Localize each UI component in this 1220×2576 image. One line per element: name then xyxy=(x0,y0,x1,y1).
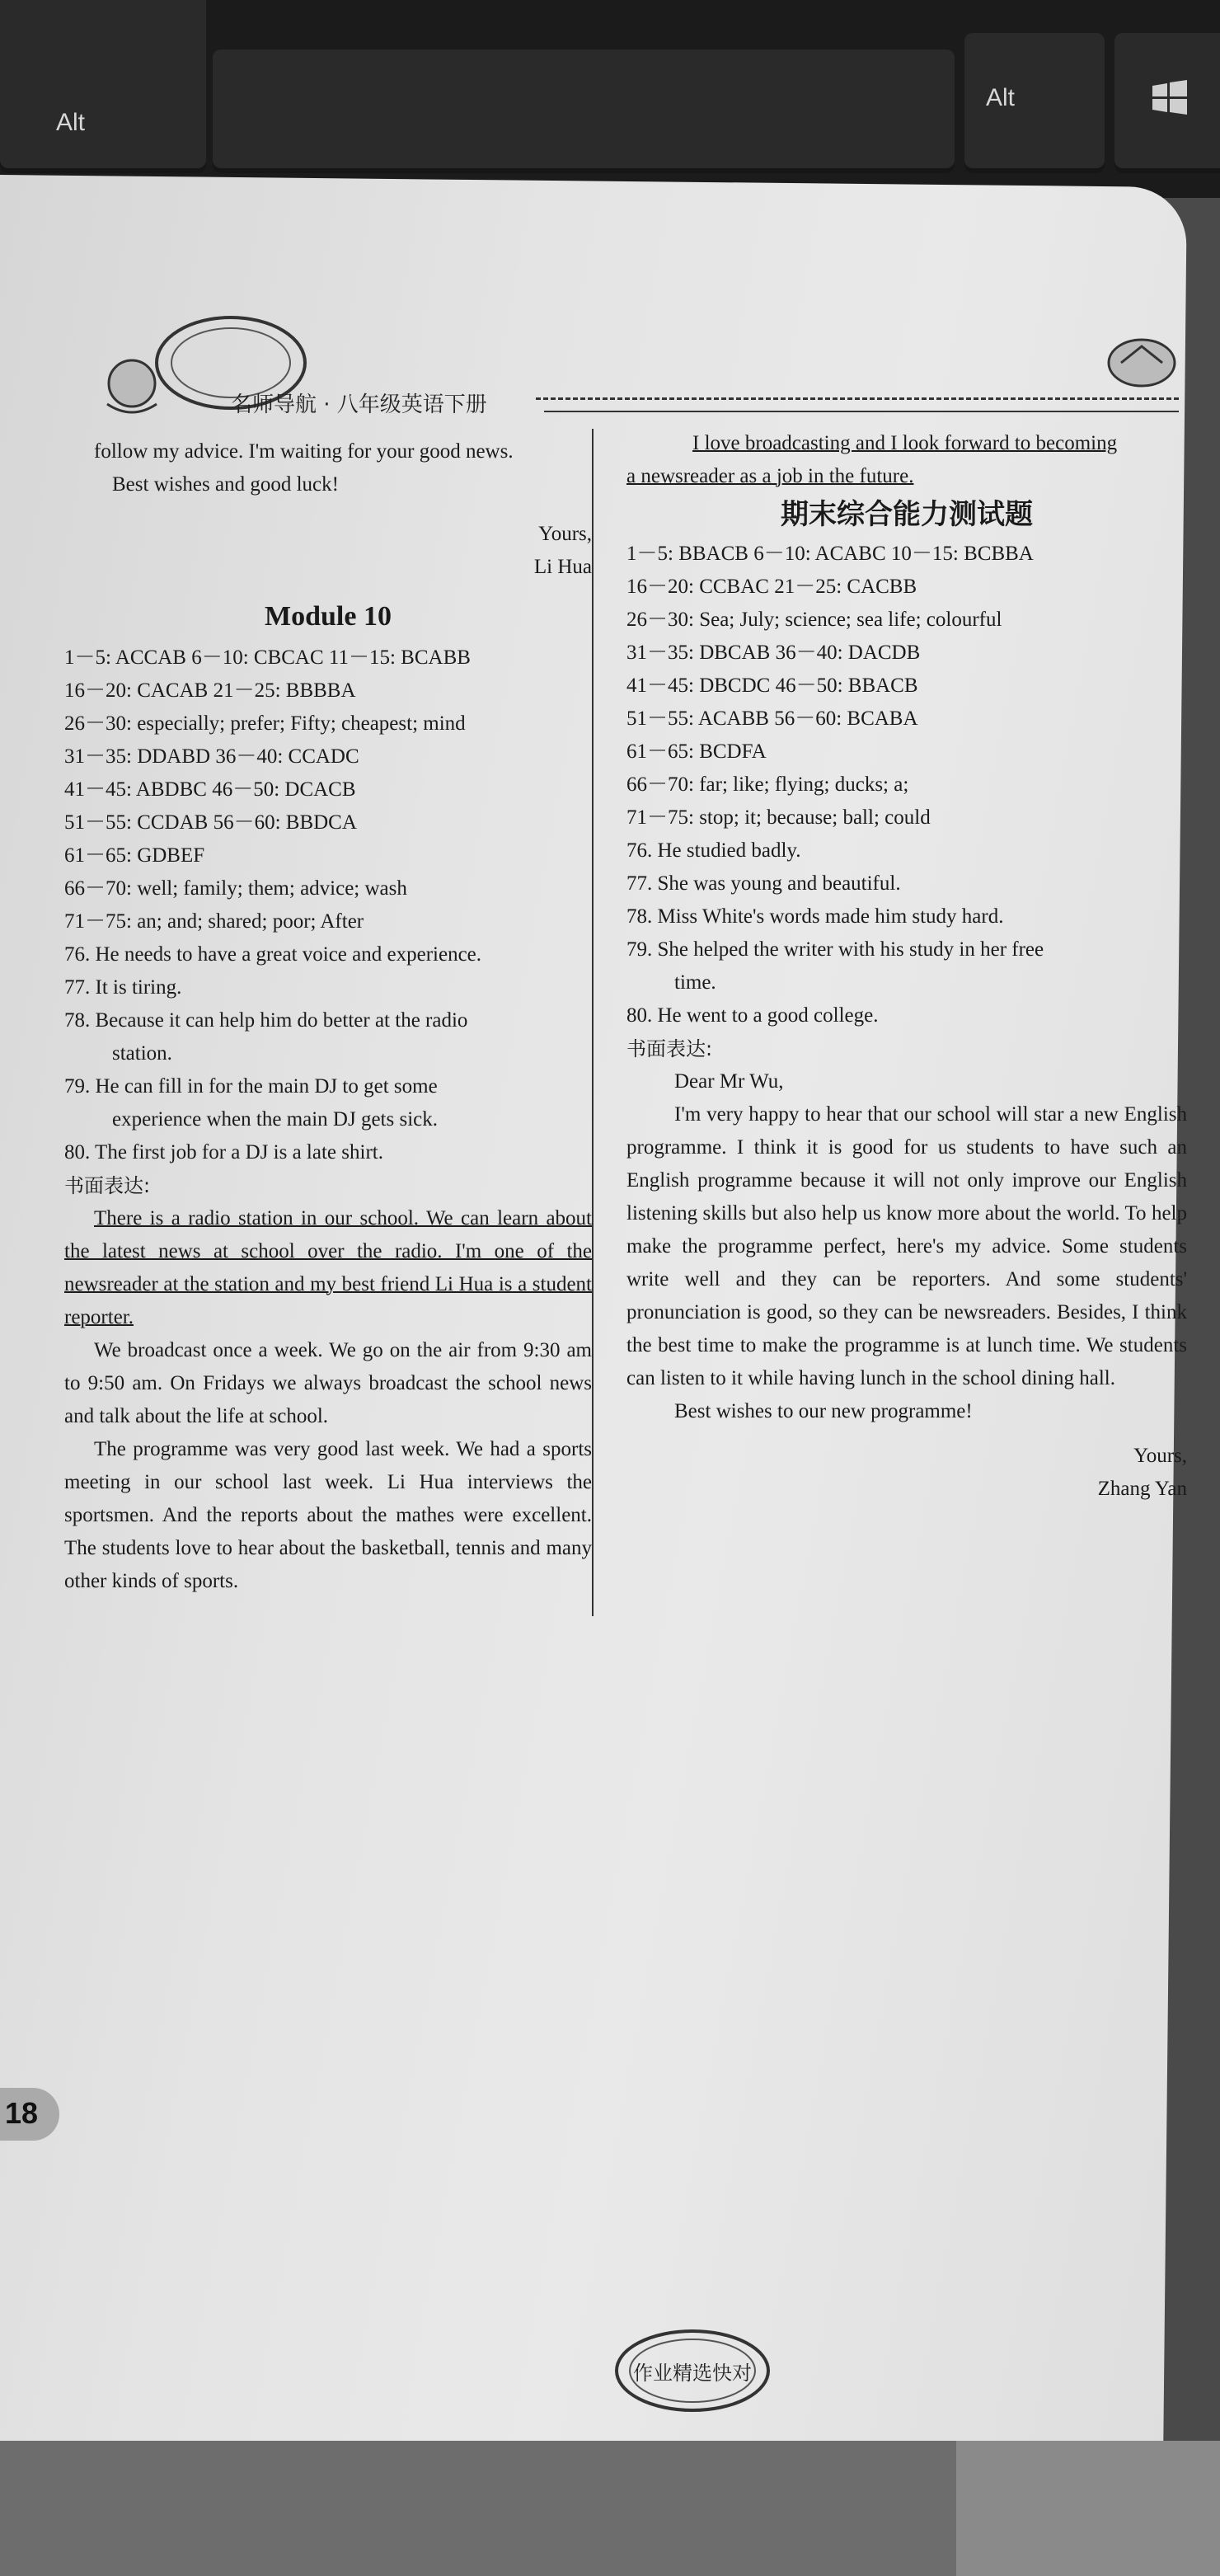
answer-line: 26－30: Sea; July; science; sea life; colourful xyxy=(626,609,1002,631)
windows-logo-icon xyxy=(1151,79,1189,115)
module-title: Module 10 xyxy=(265,601,392,632)
essay-end-underlined: I love broadcasting and I look forward to becoming xyxy=(692,432,1118,454)
answer-line: 66－70: well; family; them; advice; wash xyxy=(64,877,407,900)
left-column xyxy=(64,435,592,1598)
answer-line: 16－20: CACAB 21－25: BBBBA xyxy=(64,679,356,702)
answer-line: 76. He studied badly. xyxy=(626,839,801,862)
signature-name: Zhang Yan xyxy=(1097,1478,1187,1500)
page-number-badge xyxy=(0,2088,59,2141)
column-divider xyxy=(592,429,594,1616)
answer-line: 66－70: far; like; flying; ducks; a; xyxy=(626,773,909,796)
answer-line: 71－75: an; and; shared; poor; After xyxy=(64,910,364,933)
space-key xyxy=(213,49,955,173)
keyboard-background xyxy=(0,0,1220,198)
answer-line: 51－55: ACABB 56－60: BCABA xyxy=(626,707,918,730)
essay-paragraph: I'm very happy to hear that our school will star a new English programme. I think it is good for us students to have such an English programme because it will not only improve our English listening skills but also help us know more about the world. To help make the programme perfect, here's my advice. Some students write well and they can be reporters. And some students' pronunciation is good, so they can be newsreaders. Besides, I think the best time to make the programme is at lunch time. We students can listen to it while having lunch in the school dining hall. xyxy=(626,1103,1187,1389)
answer-line: 79. He can fill in for the main DJ to get some xyxy=(64,1075,438,1098)
answer-line: 61－65: GDBEF xyxy=(64,844,205,867)
stamp-logo-icon xyxy=(610,2325,775,2416)
answer-line: 80. The first job for a DJ is a late shirt. xyxy=(64,1141,383,1163)
answer-line: 41－45: ABDBC 46－50: DCACB xyxy=(64,778,356,801)
letter-end-line: follow my advice. I'm waiting for your good news. xyxy=(94,440,514,463)
answer-line: 79. She helped the writer with his study in her free xyxy=(626,938,1044,961)
answer-line: 31－35: DDABD 36－40: CCADC xyxy=(64,745,359,768)
answer-line: 71－75: stop; it; because; ball; could xyxy=(626,806,931,829)
answer-line: station. xyxy=(112,1042,172,1065)
alt-key-left xyxy=(0,0,206,173)
answer-line: 76. He needs to have a great voice and experience. xyxy=(64,943,482,966)
answer-line: 26－30: especially; prefer; Fifty; cheapest; mind xyxy=(64,712,466,735)
essay-intro-underlined: There is a radio station in our school. We can learn about the latest news at school over the radio. I'm one of the newsreader at the station and my best friend Li Hua is a student reporter. xyxy=(64,1207,592,1328)
answer-line: 61－65: BCDFA xyxy=(626,740,767,763)
header-title: 名师导航 · 八年级英语下册 xyxy=(231,393,487,417)
writing-label: 书面表达: xyxy=(64,1174,151,1197)
answer-line: 51－55: CCDAB 56－60: BBDCA xyxy=(64,811,357,834)
page-number: 18 xyxy=(5,2096,39,2130)
alt-key-right-label: Alt xyxy=(986,84,1016,111)
answer-line: 78. Miss White's words made him study hard. xyxy=(626,905,1004,928)
letter-end-line: Best wishes and good luck! xyxy=(112,473,339,496)
essay-end-underlined: a newsreader as a job in the future. xyxy=(626,465,914,487)
header-rule-dashed xyxy=(536,397,1179,400)
signature-yours: Yours, xyxy=(538,523,592,545)
salutation: Dear Mr Wu, xyxy=(674,1070,784,1093)
header-right-emblem-icon xyxy=(1105,334,1179,392)
header-rule xyxy=(544,411,1179,412)
answer-line: 77. It is tiring. xyxy=(64,976,182,999)
stamp-text: 作业精选快对 xyxy=(633,2362,752,2385)
signature-yours: Yours, xyxy=(1133,1445,1187,1467)
answer-line: 78. Because it can help him do better at the radio xyxy=(64,1009,468,1032)
answer-line: 1－5: BBACB 6－10: ACABC 10－15: BCBBA xyxy=(626,543,1034,565)
essay-paragraph: We broadcast once a week. We go on the air from 9:30 am to 9:50 am. On Fridays we always broadcast the school news and talk about the life at school. xyxy=(64,1339,592,1427)
answer-line: 80. He went to a good college. xyxy=(626,1004,879,1027)
answer-line: 77. She was young and beautiful. xyxy=(626,872,901,895)
signature-name: Li Hua xyxy=(533,556,592,578)
desk-surface-right xyxy=(956,2441,1220,2576)
answer-line: experience when the main DJ gets sick. xyxy=(112,1108,439,1131)
answer-line: 41－45: DBCDC 46－50: BBACB xyxy=(626,675,918,697)
answer-line: 16－20: CCBAC 21－25: CACBB xyxy=(626,576,917,598)
closing-line: Best wishes to our new programme! xyxy=(674,1400,973,1422)
exam-title: 期末综合能力测试题 xyxy=(781,498,1033,531)
answer-line: 31－35: DBCAB 36－40: DACDB xyxy=(626,642,921,664)
essay-paragraph: The programme was very good last week. We had a sports meeting in our school last week. Li Hua interviews the sportsmen. And the reports about the mathes were excellent. The students love to hear about the basketball, tennis and many other kinds of sports. xyxy=(64,1438,592,1592)
writing-label: 书面表达: xyxy=(626,1037,713,1060)
right-column xyxy=(626,427,1187,1506)
alt-key-left-label: Alt xyxy=(56,109,86,136)
answer-line: 1－5: ACCAB 6－10: CBCAC 11－15: BCABB xyxy=(64,646,471,669)
answer-line: time. xyxy=(674,971,716,994)
